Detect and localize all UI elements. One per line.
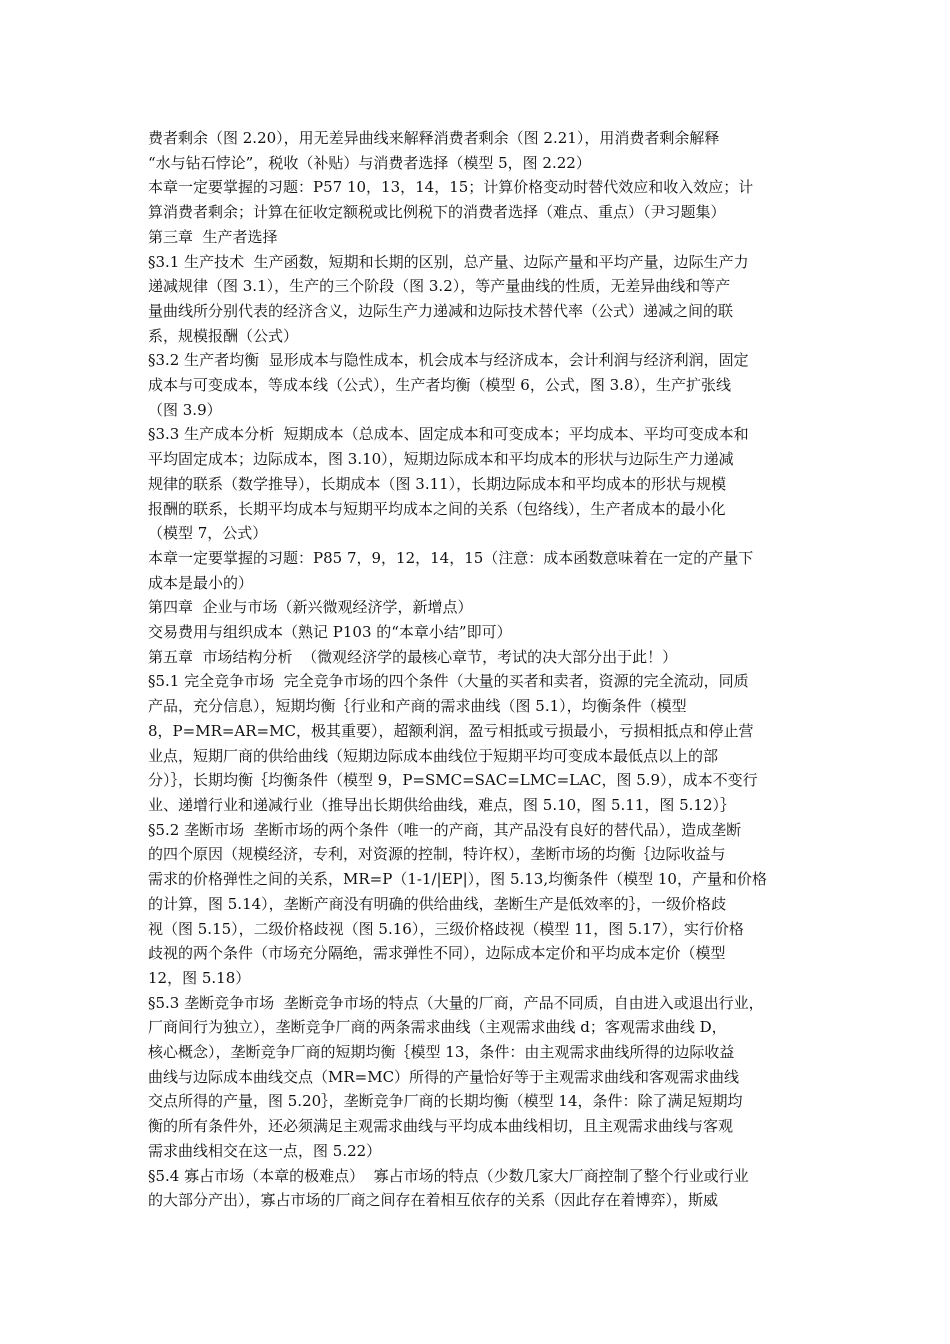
text-line: §3.1 生产技术 生产函数，短期和长期的区别，总产量、边际产量和平均产量，边际生产力: [148, 252, 749, 271]
text-line: 需求的价格弹性之间的关系，MR=P（1-1/|EP|），图 5.13,均衡条件（模型 10，产量和价格: [148, 870, 767, 889]
text-line: 的四个原因（规模经济，专利，对资源的控制，特许权），垄断市场的均衡｛边际收益与: [148, 845, 726, 864]
text-line: 成本与可变成本，等成本线（公式），生产者均衡（模型 6，公式，图 3.8），生产扩张线: [148, 376, 731, 395]
text-line: 8，P=MR=AR=MC，极其重要），超额利润，盈亏相抵或亏损最小，亏损相抵点和停止营: [148, 721, 754, 740]
text-line: 费者剩余（图 2.20），用无差异曲线来解释消费者剩余（图 2.21），用消费者剩余解释: [148, 129, 720, 147]
text-line: 报酬的联系，长期平均成本与短期平均成本之间的关系（包络线），生产者成本的最小化: [148, 499, 726, 518]
text-line: 厂商间行为独立），垄断竞争厂商的两条需求曲线（主观需求曲线 d；客观需求曲线 D，: [148, 1018, 727, 1037]
text-line: “水与钻石悖论”，税收（补贴）与消费者选择（模型 5，图 2.22）: [148, 153, 591, 172]
text-line: （图 3.9）: [148, 400, 222, 419]
text-line: 交点所得的产量，图 5.20｝，垄断竞争厂商的长期均衡（模型 14，条件：除了满足短期均: [148, 1092, 743, 1111]
text-line: §3.3 生产成本分析 短期成本（总成本、固定成本和可变成本；平均成本、平均可变成本和: [148, 425, 749, 444]
text-line: 第三章 生产者选择: [148, 227, 278, 246]
text-line: §5.4 寡占市场（本章的极难点） 寡占市场的特点（少数几家大厂商控制了整个行业或行业: [148, 1166, 749, 1185]
text-line: 本章一定要掌握的习题：P85 7，9，12，14，15（注意：成本函数意味着在一定的产量下: [148, 548, 754, 567]
text-line: 量曲线所分别代表的经济含义，边际生产力递减和边际技术替代率（公式）递减之间的联: [148, 301, 734, 320]
document-body: [148, 126, 814, 1213]
text-line: 系，规模报酬（公式）: [148, 326, 299, 345]
text-line: 需求曲线相交在这一点，图 5.22）: [148, 1141, 382, 1160]
text-line: §5.2 垄断市场 垄断市场的两个条件（唯一的产商，其产品没有良好的替代品），造成垄断: [148, 820, 742, 839]
text-line: 分）｝，长期均衡｛均衡条件（模型 9，P=SMC=SAC=LMC=LAC，图 5.9），成本不变行: [148, 771, 758, 790]
text-line: 递减规律（图 3.1），生产的三个阶段（图 3.2），等产量曲线的性质，无差异曲线和等产: [148, 277, 731, 296]
text-line: §3.2 生产者均衡 显形成本与隐性成本，机会成本与经济成本，会计利润与经济利润，固定: [148, 351, 749, 370]
text-line: §5.3 垄断竞争市场 垄断竞争市场的特点（大量的厂商，产品不同质，自由进入或退出行业，: [148, 993, 764, 1012]
text-line: 算消费者剩余；计算在征收定额税或比例税下的消费者选择（难点、重点）（尹习题集）: [148, 203, 726, 222]
text-line: 产品，充分信息），短期均衡｛行业和产商的需求曲线（图 5.1），均衡条件（模型: [148, 697, 687, 716]
text-line: 歧视的两个条件（市场充分隔绝，需求弹性不同），边际成本定价和平均成本定价（模型: [148, 944, 726, 963]
text-line: 12，图 5.18）: [148, 968, 251, 987]
text-line: 的计算，图 5.14），垄断产商没有明确的供给曲线，垄断生产是低效率的｝，一级价格歧: [148, 894, 727, 913]
text-line: 成本是最小的）: [148, 573, 254, 592]
text-line: 曲线与边际成本曲线交点（MR=MC）所得的产量恰好等于主观需求曲线和客观需求曲线: [148, 1067, 740, 1086]
text-line: §5.1 完全竞争市场 完全竞争市场的四个条件（大量的买者和卖者，资源的完全流动，同质: [148, 672, 749, 691]
text-line: 视（图 5.15），二级价格歧视（图 5.16），三级价格歧视（模型 11，图 5.17），实行价格: [148, 919, 744, 938]
text-line: 本章一定要掌握的习题：P57 10，13，14，15；计算价格变动时替代效应和收入效应；计: [148, 178, 754, 197]
text-line: 衡的所有条件外，还必须满足主观需求曲线与平均成本曲线相切，且主观需求曲线与客观: [148, 1117, 734, 1136]
text-line: 第四章 企业与市场（新兴微观经济学，新增点）: [148, 598, 473, 617]
text-line: 核心概念），垄断竞争厂商的短期均衡｛模型 13，条件：由主观需求曲线所得的边际收益: [148, 1043, 735, 1062]
text-line: 平均固定成本；边际成本，图 3.10），短期边际成本和平均成本的形状与边际生产力递减: [148, 450, 734, 469]
text-line: 业点，短期厂商的供给曲线（短期边际成本曲线位于短期平均可变成本最低点以上的部: [148, 746, 719, 765]
text-line: 业、递增行业和递减行业（推导出长期供给曲线，难点，图 5.10，图 5.11，图 5.12）｝: [148, 795, 736, 814]
text-line: 规律的联系（数学推导），长期成本（图 3.11），长期边际成本和平均成本的形状与规模: [148, 474, 727, 493]
text-line: 第五章 市场结构分析 （微观经济学的最核心章节，考试的决大部分出于此！）: [148, 647, 678, 666]
text-line: （模型 7，公式）: [148, 524, 268, 543]
text-line: 交易费用与组织成本（熟记 P103 的“本章小结”即可）: [148, 623, 512, 642]
text-line: 的大部分产出），寡占市场的厂商之间存在着相互依存的关系（因此存在着博弈），斯威: [148, 1191, 719, 1210]
